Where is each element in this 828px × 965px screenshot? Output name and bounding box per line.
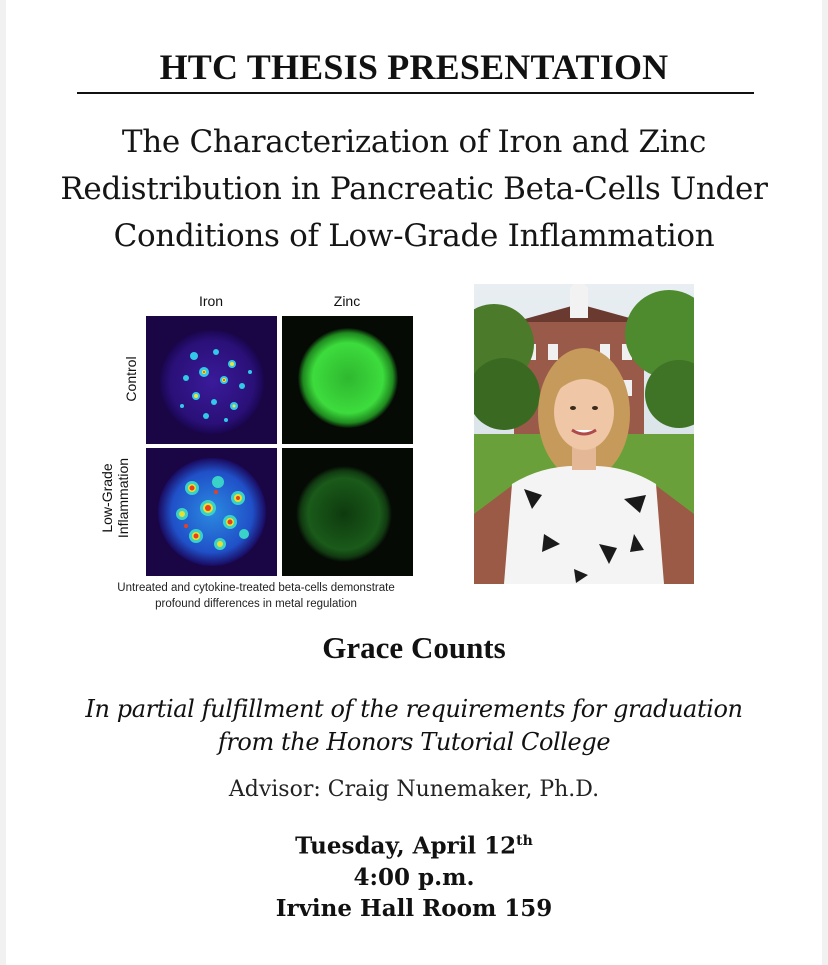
iron-control-image — [146, 316, 277, 444]
presenter-name: Grace Counts — [322, 630, 506, 665]
zinc-control-image — [282, 316, 413, 444]
title-line: Conditions of Low-Grade Inflammation — [113, 218, 715, 254]
row-label-low-grade-inflammation: Low-Grade Inflammation — [99, 457, 131, 539]
header-divider — [77, 92, 754, 94]
microscopy-figure — [96, 285, 426, 615]
figure-caption: Untreated and cytokine-treated beta-cells demonstrate profound differences in metal regulation — [117, 582, 395, 610]
advisor-line: Advisor: Craig Nunemaker, Ph.D. — [228, 777, 600, 802]
column-label-zinc: Zinc — [333, 293, 361, 309]
row-label-control: Control — [123, 356, 139, 402]
column-label-iron: Iron — [198, 293, 224, 309]
title-line: The Characterization of Iron and Zinc — [121, 124, 707, 160]
zinc-inflammation-image — [282, 448, 413, 576]
event-date: Tuesday, April 12th — [295, 832, 533, 860]
presenter-photo — [474, 284, 694, 584]
event-time: 4:00 p.m. — [353, 863, 475, 891]
iron-inflammation-image — [146, 448, 277, 576]
event-details — [6, 826, 822, 924]
poster-page — [6, 0, 822, 965]
thesis-title — [46, 119, 782, 260]
poster-header: HTC THESIS PRESENTATION — [159, 47, 669, 87]
event-location: Irvine Hall Room 159 — [275, 894, 553, 922]
title-line: Redistribution in Pancreatic Beta-Cells Under — [60, 171, 768, 207]
fulfillment-statement: In partial fulfillment of the requirements for graduation from the Honors Tutorial College — [85, 695, 743, 756]
